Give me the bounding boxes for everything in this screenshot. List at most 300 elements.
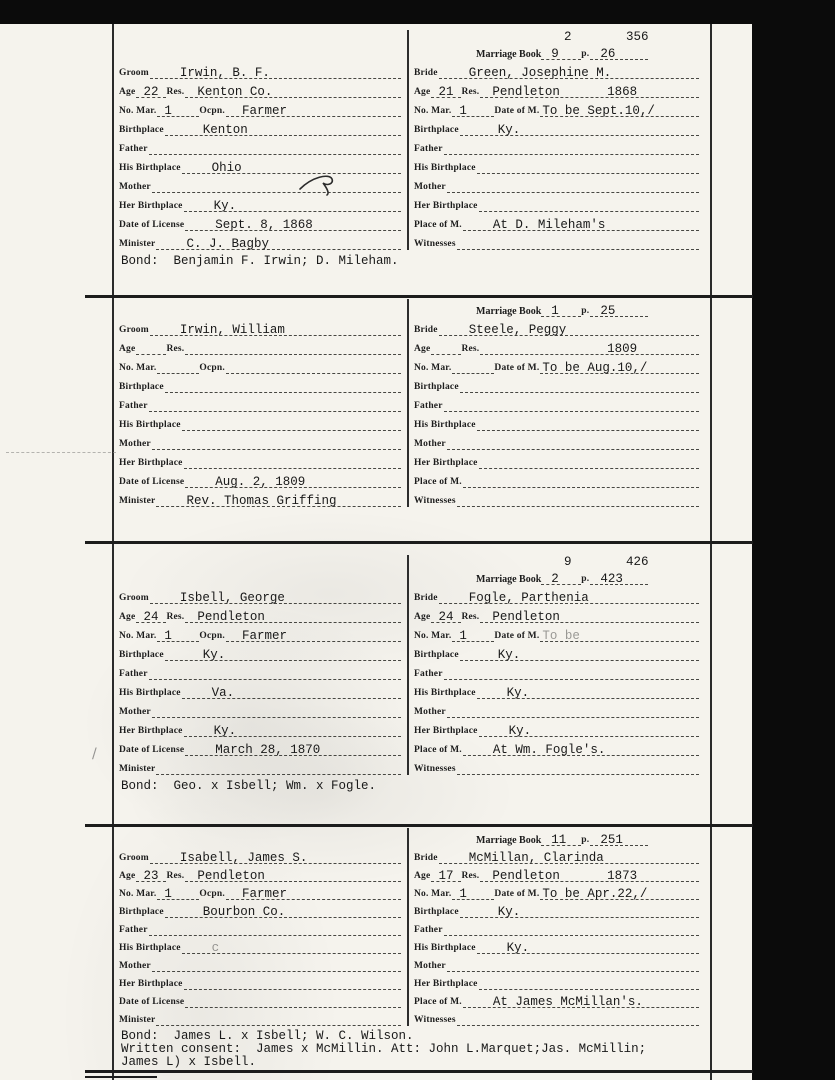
groom-field-father bbox=[119, 136, 401, 155]
field-label: His Birthplace bbox=[119, 420, 181, 430]
field-value: Bourbon Co. bbox=[202, 905, 286, 919]
groom-field-birthplace bbox=[119, 642, 401, 661]
page-number: 251 bbox=[600, 833, 623, 847]
field-value: Ky. bbox=[213, 199, 237, 213]
field-label: Date of License bbox=[119, 220, 185, 230]
dotted-line bbox=[447, 704, 699, 718]
field-value: Green, Josephine M. bbox=[468, 66, 612, 80]
field-label: Her Birthplace bbox=[119, 201, 183, 211]
dotted-line bbox=[165, 647, 401, 661]
field-value: Ky. bbox=[497, 123, 521, 137]
field-label: No. Mar. bbox=[119, 106, 157, 116]
field-label: Date of M. bbox=[494, 889, 540, 899]
bride-field-her-birthplace bbox=[414, 972, 699, 990]
field-extra-value: 1809 bbox=[607, 342, 638, 356]
dotted-line bbox=[452, 360, 494, 374]
dotted-line bbox=[149, 141, 401, 155]
record-columns bbox=[113, 30, 711, 250]
groom-field-age bbox=[119, 336, 401, 355]
field-extra-value: 1873 bbox=[607, 869, 638, 883]
dotted-line bbox=[136, 84, 166, 98]
dotted-line bbox=[182, 160, 401, 174]
field-label: His Birthplace bbox=[119, 943, 181, 953]
field-label: Groom bbox=[119, 325, 149, 335]
groom-field-birthplace bbox=[119, 117, 401, 136]
field-value: 1 bbox=[164, 887, 172, 901]
note-line: Bond: James L. x Isbell; W. C. Wilson. bbox=[121, 1029, 414, 1043]
bride-field-his-birthplace bbox=[414, 412, 699, 431]
page-label: p. bbox=[581, 306, 590, 316]
field-value: Isabell, James S. bbox=[179, 851, 308, 865]
dotted-line bbox=[479, 198, 699, 212]
bride-field-witnesses bbox=[414, 1008, 699, 1026]
bride-field-bride bbox=[414, 317, 699, 336]
dotted-line bbox=[590, 571, 648, 585]
groom-field-mother bbox=[119, 954, 401, 972]
dotted-line bbox=[156, 236, 401, 250]
groom-field-her-birthplace bbox=[119, 972, 401, 990]
groom-column bbox=[113, 828, 409, 1026]
groom-field-minister bbox=[119, 231, 401, 250]
bride-field-his-birthplace bbox=[414, 936, 699, 954]
field-label: Father bbox=[119, 925, 148, 935]
field-value: Sept. 8, 1868 bbox=[215, 218, 313, 232]
dotted-line bbox=[185, 742, 401, 756]
dotted-line bbox=[480, 84, 699, 98]
marriage-book-header bbox=[476, 299, 675, 317]
bride-field-no-mar bbox=[414, 98, 699, 117]
bride-field-age bbox=[414, 336, 699, 355]
dotted-line bbox=[463, 742, 699, 756]
field-label: Minister bbox=[119, 496, 156, 506]
bride-field-age bbox=[414, 604, 699, 623]
groom-field-age bbox=[119, 79, 401, 98]
field-value: To be Aug.10,/ bbox=[542, 361, 648, 375]
dotted-line bbox=[541, 46, 581, 60]
field-value: Va. bbox=[211, 686, 235, 700]
dotted-line bbox=[150, 850, 401, 864]
field-label: Birthplace bbox=[119, 907, 164, 917]
page-label: p. bbox=[581, 49, 590, 59]
bride-field-father bbox=[414, 918, 699, 936]
groom-field-no-mar bbox=[119, 882, 401, 900]
dotted-line bbox=[541, 303, 581, 317]
groom-field-groom bbox=[119, 317, 401, 336]
field-value: To be Apr.22,/ bbox=[542, 887, 648, 901]
field-label: Bride bbox=[414, 593, 438, 603]
dotted-line bbox=[480, 609, 699, 623]
groom-field-groom bbox=[119, 846, 401, 864]
dotted-line bbox=[185, 474, 401, 488]
bride-field-father bbox=[414, 136, 699, 155]
field-label: Birthplace bbox=[119, 382, 164, 392]
dotted-line bbox=[156, 493, 401, 507]
field-value: 1 bbox=[164, 104, 172, 118]
field-label: Birthplace bbox=[414, 907, 459, 917]
bride-field-place-of-m bbox=[414, 212, 699, 231]
field-value: Ky. bbox=[202, 648, 226, 662]
field-value: C. J. Bagby bbox=[186, 237, 269, 251]
page-correction: 356 bbox=[626, 30, 649, 44]
field-value: Ohio bbox=[211, 161, 242, 175]
field-label: Witnesses bbox=[414, 1015, 456, 1025]
dotted-line bbox=[439, 65, 699, 79]
field-label: Birthplace bbox=[414, 650, 459, 660]
dotted-line bbox=[152, 704, 401, 718]
dotted-line bbox=[152, 436, 401, 450]
field-label: Date of M. bbox=[494, 631, 540, 641]
record-card bbox=[113, 826, 711, 1070]
field-label: Place of M. bbox=[414, 745, 462, 755]
groom-field-minister bbox=[119, 1008, 401, 1026]
dotted-line bbox=[157, 360, 199, 374]
groom-field-his-birthplace bbox=[119, 412, 401, 431]
dotted-line bbox=[447, 179, 699, 193]
dotted-line bbox=[431, 341, 461, 355]
bride-field-witnesses bbox=[414, 756, 699, 775]
dotted-line bbox=[460, 647, 699, 661]
dotted-line bbox=[152, 958, 401, 972]
bride-field-bride bbox=[414, 585, 699, 604]
field-extra-value: 1868 bbox=[607, 85, 638, 99]
card-divider-line bbox=[85, 541, 753, 544]
column-spacer bbox=[119, 30, 401, 60]
dotted-line bbox=[149, 666, 401, 680]
field-value: 22 bbox=[143, 85, 159, 99]
field-label: Res. bbox=[461, 871, 480, 881]
field-value: At D. Mileham's bbox=[492, 218, 606, 232]
dotted-line bbox=[439, 850, 699, 864]
bride-field-place-of-m bbox=[414, 737, 699, 756]
field-label: Age bbox=[119, 87, 136, 97]
bride-column bbox=[409, 828, 711, 1026]
field-label: No. Mar. bbox=[119, 363, 157, 373]
field-value: 1 bbox=[459, 104, 467, 118]
dotted-line bbox=[150, 322, 401, 336]
groom-field-his-birthplace bbox=[119, 936, 401, 954]
marriage-book-label: Marriage Book bbox=[476, 574, 542, 585]
dotted-line bbox=[165, 379, 401, 393]
field-label: Father bbox=[119, 401, 148, 411]
field-value: Aug. 2, 1809 bbox=[215, 475, 306, 489]
dotted-line bbox=[590, 832, 648, 846]
bride-column bbox=[409, 555, 711, 775]
field-label: Bride bbox=[414, 853, 438, 863]
field-label: Minister bbox=[119, 764, 156, 774]
dotted-line bbox=[463, 217, 699, 231]
field-label: Place of M. bbox=[414, 477, 462, 487]
dotted-line bbox=[226, 628, 401, 642]
field-value: Farmer bbox=[241, 887, 287, 901]
field-label: Witnesses bbox=[414, 239, 456, 249]
dotted-line bbox=[185, 609, 401, 623]
field-label: Place of M. bbox=[414, 220, 462, 230]
dotted-line bbox=[136, 868, 166, 882]
scan-right-edge bbox=[752, 0, 835, 1080]
bride-field-bride bbox=[414, 60, 699, 79]
field-label: Age bbox=[414, 612, 431, 622]
pencil-mark bbox=[6, 452, 116, 453]
field-value: Kenton bbox=[202, 123, 248, 137]
groom-field-his-birthplace bbox=[119, 155, 401, 174]
groom-field-no-mar bbox=[119, 355, 401, 374]
field-label: No. Mar. bbox=[414, 631, 452, 641]
field-label: Place of M. bbox=[414, 997, 462, 1007]
dotted-line bbox=[444, 398, 699, 412]
page-label: p. bbox=[581, 835, 590, 845]
field-label: Res. bbox=[461, 612, 480, 622]
field-label: Father bbox=[119, 669, 148, 679]
field-label: Age bbox=[119, 871, 136, 881]
field-value: Ky. bbox=[506, 686, 530, 700]
book-number: 11 bbox=[551, 833, 567, 847]
bride-field-no-mar bbox=[414, 623, 699, 642]
field-value: 24 bbox=[143, 610, 159, 624]
dotted-line bbox=[447, 436, 699, 450]
marriage-book-header bbox=[476, 828, 675, 846]
note-line: Written consent: James x McMillin. Att: John L.Marquet;Jas. McMillin; bbox=[121, 1042, 647, 1056]
bride-field-mother bbox=[414, 431, 699, 450]
marriage-book-label: Marriage Book bbox=[476, 306, 542, 317]
groom-field-father bbox=[119, 661, 401, 680]
dotted-line bbox=[149, 398, 401, 412]
field-label: Birthplace bbox=[119, 650, 164, 660]
dotted-line bbox=[184, 455, 401, 469]
bride-field-her-birthplace bbox=[414, 450, 699, 469]
dotted-line bbox=[185, 341, 401, 355]
bride-field-witnesses bbox=[414, 488, 699, 507]
groom-column bbox=[113, 30, 409, 250]
bride-column bbox=[409, 30, 711, 250]
dotted-line bbox=[457, 761, 699, 775]
dotted-line bbox=[444, 922, 699, 936]
bride-field-her-birthplace bbox=[414, 193, 699, 212]
dotted-line bbox=[479, 455, 699, 469]
handwritten-squiggle bbox=[298, 170, 344, 198]
field-label: Her Birthplace bbox=[119, 458, 183, 468]
dotted-line bbox=[452, 628, 494, 642]
field-value: 1 bbox=[164, 629, 172, 643]
dotted-line bbox=[480, 341, 699, 355]
groom-field-her-birthplace bbox=[119, 718, 401, 737]
card-divider-line bbox=[85, 295, 753, 298]
field-label: His Birthplace bbox=[119, 163, 181, 173]
dotted-line bbox=[182, 417, 401, 431]
field-label: Res. bbox=[461, 87, 480, 97]
page-number: 26 bbox=[600, 47, 616, 61]
field-label: Ocpn. bbox=[199, 631, 225, 641]
dotted-line bbox=[457, 493, 699, 507]
book-number: 1 bbox=[551, 304, 559, 318]
field-value: 21 bbox=[438, 85, 454, 99]
groom-field-date-of-license bbox=[119, 990, 401, 1008]
field-value: c bbox=[211, 941, 220, 955]
field-label: Age bbox=[119, 612, 136, 622]
dotted-line bbox=[460, 904, 699, 918]
dotted-line bbox=[156, 761, 401, 775]
dotted-line bbox=[479, 976, 699, 990]
dotted-line bbox=[185, 217, 401, 231]
dotted-line bbox=[152, 179, 401, 193]
dotted-line bbox=[150, 590, 401, 604]
dotted-line bbox=[431, 868, 461, 882]
dotted-line bbox=[477, 160, 699, 174]
dotted-line bbox=[540, 360, 699, 374]
field-label: Date of M. bbox=[494, 106, 540, 116]
field-label: Ocpn. bbox=[199, 106, 225, 116]
field-value: Pendleton bbox=[492, 85, 560, 99]
book-number: 9 bbox=[551, 47, 559, 61]
groom-field-birthplace bbox=[119, 374, 401, 393]
groom-field-her-birthplace bbox=[119, 450, 401, 469]
field-label: No. Mar. bbox=[119, 631, 157, 641]
field-label: Bride bbox=[414, 68, 438, 78]
field-label: Res. bbox=[166, 871, 185, 881]
bride-field-age bbox=[414, 79, 699, 98]
dotted-line bbox=[165, 904, 401, 918]
bride-field-birthplace bbox=[414, 374, 699, 393]
dotted-line bbox=[182, 685, 401, 699]
groom-field-groom bbox=[119, 60, 401, 79]
field-label: Res. bbox=[166, 612, 185, 622]
field-value: Rev. Thomas Griffing bbox=[186, 494, 337, 508]
card-divider-line bbox=[85, 824, 753, 827]
dotted-line bbox=[185, 994, 401, 1008]
groom-field-his-birthplace bbox=[119, 680, 401, 699]
field-label: His Birthplace bbox=[414, 163, 476, 173]
dotted-line bbox=[165, 122, 401, 136]
field-label: Mother bbox=[414, 439, 446, 449]
field-label: Mother bbox=[414, 707, 446, 717]
field-label: Mother bbox=[119, 439, 151, 449]
bride-field-his-birthplace bbox=[414, 155, 699, 174]
book-correction: 2 bbox=[564, 30, 572, 44]
dotted-line bbox=[540, 628, 699, 642]
marriage-book-header bbox=[476, 555, 675, 585]
record-card bbox=[113, 543, 711, 824]
groom-field-her-birthplace bbox=[119, 193, 401, 212]
field-value: Ky. bbox=[497, 905, 521, 919]
field-value: Ky. bbox=[506, 941, 530, 955]
dotted-line bbox=[457, 1012, 699, 1026]
field-value: Irwin, William bbox=[179, 323, 285, 337]
field-value: Ky. bbox=[497, 648, 521, 662]
field-value: 23 bbox=[143, 869, 159, 883]
field-label: Birthplace bbox=[414, 382, 459, 392]
dotted-line bbox=[479, 723, 699, 737]
book-correction: 9 bbox=[564, 555, 572, 569]
field-label: Date of M. bbox=[494, 363, 540, 373]
groom-field-age bbox=[119, 864, 401, 882]
note-line: Bond: Geo. x Isbell; Wm. x Fogle. bbox=[121, 779, 377, 793]
field-label: His Birthplace bbox=[414, 420, 476, 430]
groom-field-date-of-license bbox=[119, 737, 401, 756]
field-value: Farmer bbox=[241, 104, 287, 118]
dotted-line bbox=[184, 723, 401, 737]
field-value: Irwin, B. F. bbox=[179, 66, 270, 80]
dotted-line bbox=[477, 940, 699, 954]
field-label: Her Birthplace bbox=[414, 726, 478, 736]
record-card bbox=[113, 24, 711, 295]
dotted-line bbox=[460, 379, 699, 393]
field-label: Her Birthplace bbox=[119, 726, 183, 736]
field-value: Kenton Co. bbox=[197, 85, 273, 99]
record-columns bbox=[113, 299, 711, 507]
field-label: His Birthplace bbox=[414, 943, 476, 953]
field-label: No. Mar. bbox=[414, 106, 452, 116]
typed-notes bbox=[113, 1030, 711, 1069]
field-label: Age bbox=[414, 344, 431, 354]
field-label: Her Birthplace bbox=[414, 458, 478, 468]
bride-field-father bbox=[414, 393, 699, 412]
field-value: 1 bbox=[459, 887, 467, 901]
dotted-line bbox=[439, 322, 699, 336]
dotted-line bbox=[452, 886, 494, 900]
field-value: Ky. bbox=[508, 724, 532, 738]
groom-field-no-mar bbox=[119, 98, 401, 117]
field-label: Birthplace bbox=[414, 125, 459, 135]
field-label: Date of License bbox=[119, 997, 185, 1007]
field-label: Father bbox=[119, 144, 148, 154]
bride-field-birthplace bbox=[414, 117, 699, 136]
marriage-book-header bbox=[476, 30, 675, 60]
field-label: Groom bbox=[119, 853, 149, 863]
field-value: To be Sept.10,/ bbox=[542, 104, 655, 118]
field-label: Age bbox=[414, 871, 431, 881]
dotted-line bbox=[463, 474, 699, 488]
column-spacer bbox=[119, 828, 401, 846]
bride-field-place-of-m bbox=[414, 469, 699, 488]
dotted-line bbox=[184, 976, 401, 990]
field-value: McMillan, Clarinda bbox=[468, 851, 604, 865]
groom-field-minister bbox=[119, 756, 401, 775]
dotted-line bbox=[156, 1012, 401, 1026]
field-label: Father bbox=[414, 144, 443, 154]
marriage-book-label: Marriage Book bbox=[476, 49, 542, 60]
field-value: March 28, 1870 bbox=[215, 743, 321, 757]
dotted-line bbox=[457, 236, 699, 250]
record-columns bbox=[113, 555, 711, 775]
bride-field-witnesses bbox=[414, 231, 699, 250]
field-label: Her Birthplace bbox=[414, 979, 478, 989]
field-value: Steele, Peggy bbox=[468, 323, 567, 337]
dotted-line bbox=[460, 122, 699, 136]
dotted-line bbox=[226, 886, 401, 900]
dotted-line bbox=[185, 84, 401, 98]
groom-field-groom bbox=[119, 585, 401, 604]
bride-field-no-mar bbox=[414, 355, 699, 374]
bride-field-her-birthplace bbox=[414, 718, 699, 737]
field-label: Father bbox=[414, 669, 443, 679]
dotted-line bbox=[136, 341, 166, 355]
bride-field-age bbox=[414, 864, 699, 882]
field-label: Birthplace bbox=[119, 125, 164, 135]
page-label: p. bbox=[581, 574, 590, 584]
marriage-book-label: Marriage Book bbox=[476, 835, 542, 846]
field-value: At James McMillan's. bbox=[492, 995, 643, 1009]
dotted-line bbox=[157, 628, 199, 642]
bride-field-birthplace bbox=[414, 900, 699, 918]
dotted-line bbox=[480, 868, 699, 882]
field-label: Father bbox=[414, 401, 443, 411]
field-label: Groom bbox=[119, 593, 149, 603]
dotted-line bbox=[226, 360, 401, 374]
groom-field-mother bbox=[119, 431, 401, 450]
field-label: Mother bbox=[119, 707, 151, 717]
field-label: Witnesses bbox=[414, 764, 456, 774]
dotted-line bbox=[590, 46, 648, 60]
bride-field-place-of-m bbox=[414, 990, 699, 1008]
